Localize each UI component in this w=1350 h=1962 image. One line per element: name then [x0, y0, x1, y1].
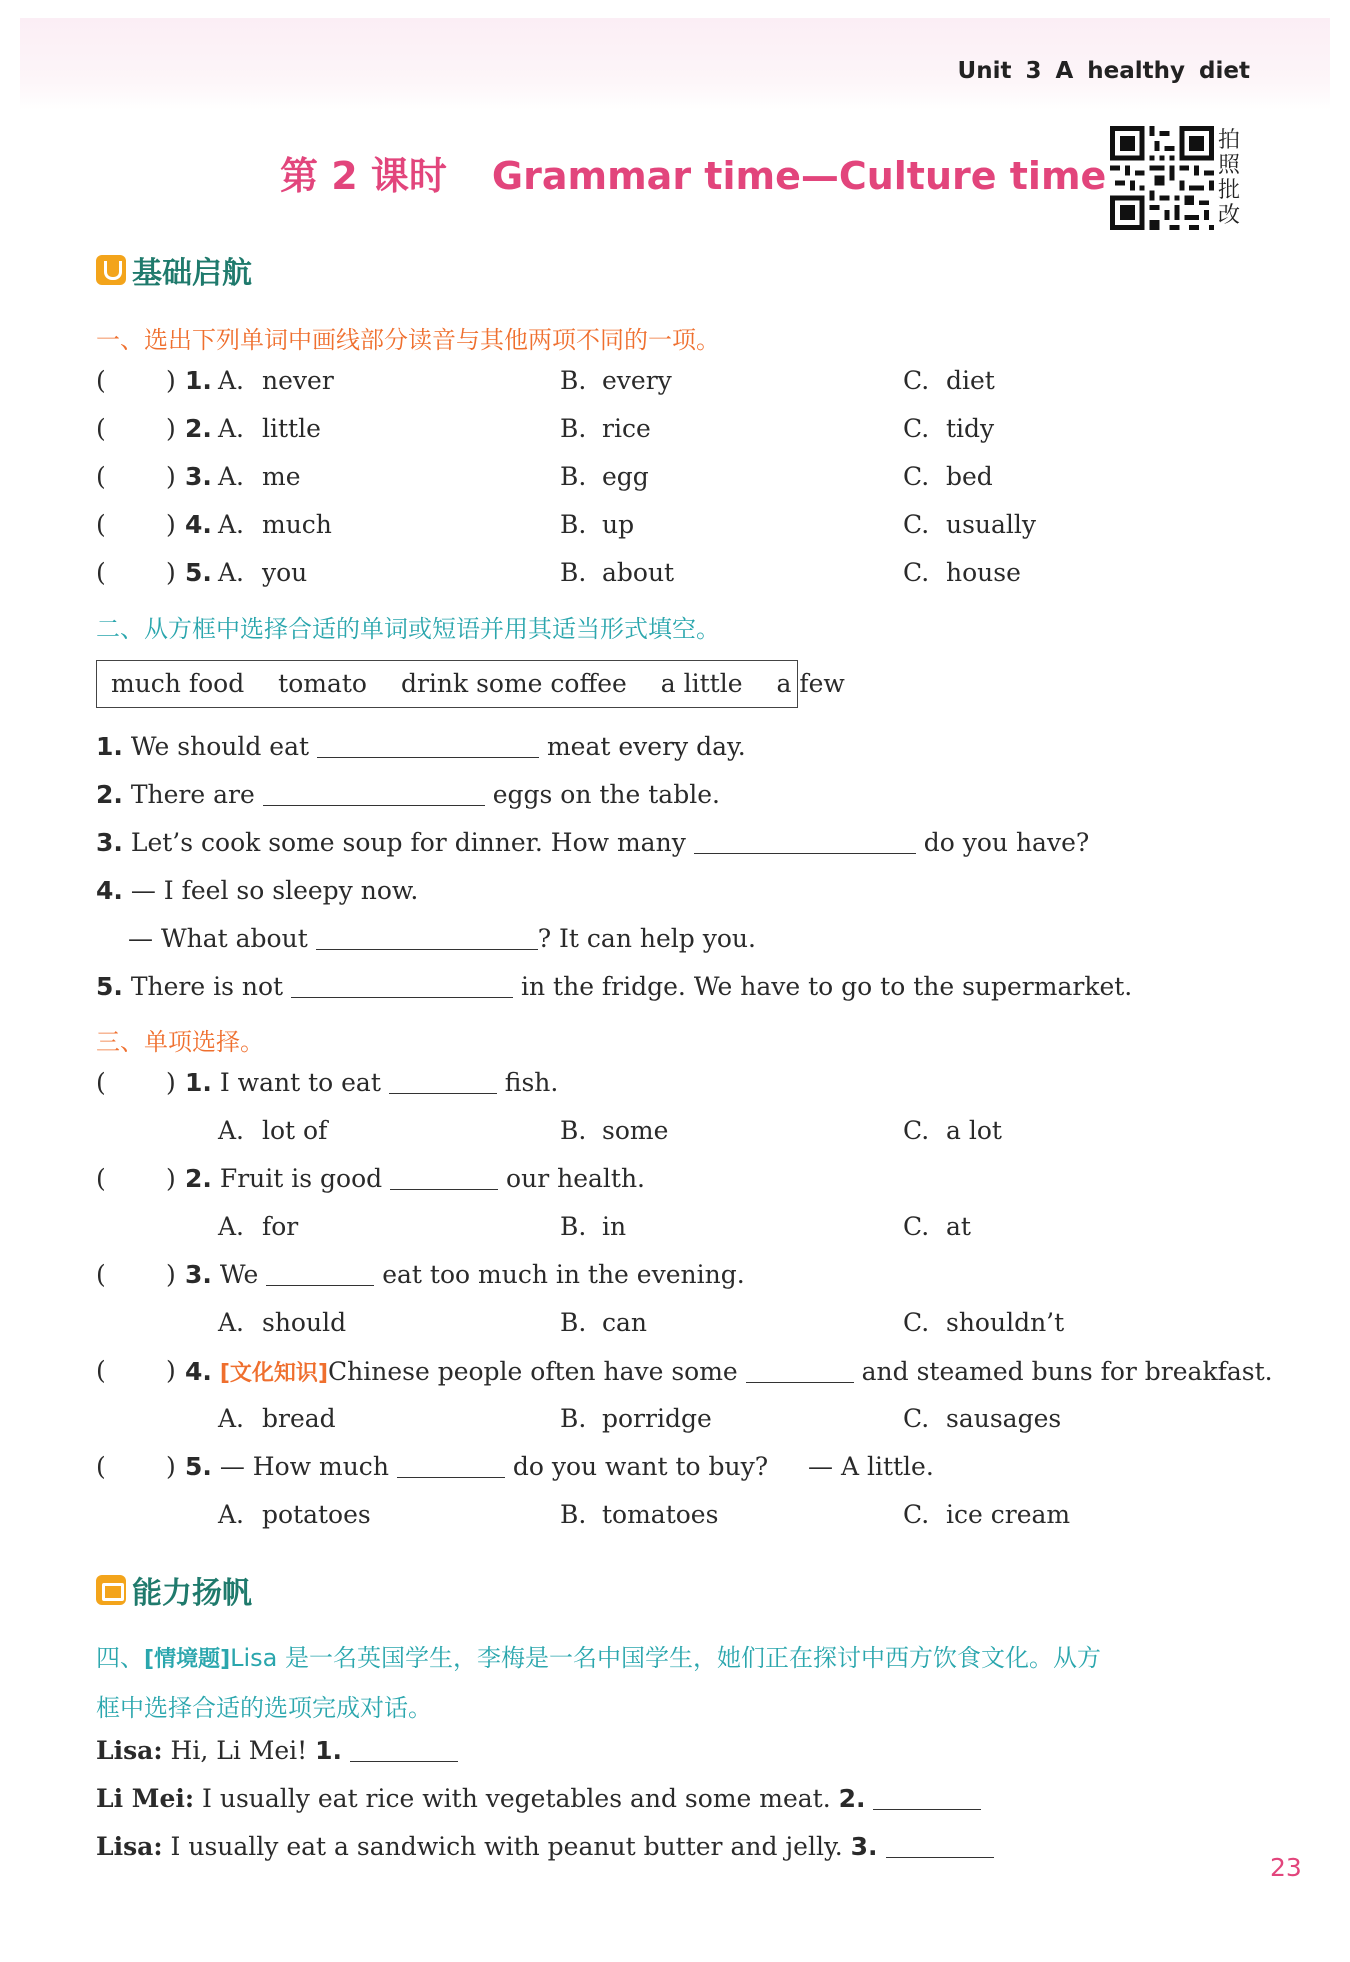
answer-blank[interactable]: [397, 1453, 505, 1478]
page-number: 23: [1270, 1853, 1302, 1882]
dialog-line-1: Lisa: Hi, Li Mei! 1.: [96, 1736, 458, 1765]
answer-blank[interactable]: [746, 1358, 854, 1383]
section-basic: 基础启航: [96, 248, 252, 292]
part4-title-line1: 四、[情境题]Lisa 是一名英国学生，李梅是一名中国学生，她们正在探讨中西方饮食文化。从方: [96, 1644, 1102, 1672]
part4-title-line2: 框中选择合适的选项完成对话。: [96, 1694, 432, 1722]
scenario-tag: 情境题: [154, 1647, 221, 1672]
lesson-title: 第 2 课时 Grammar time—Culture time: [280, 154, 1107, 198]
answer-blank[interactable]: [389, 1069, 497, 1094]
qr-label: 拍照批改: [1218, 128, 1241, 228]
word-option: much food: [111, 669, 245, 698]
word-box: [96, 660, 845, 708]
answer-blank[interactable]: [886, 1833, 994, 1858]
culture-tag: 文化知识: [229, 1361, 318, 1386]
unit-title: Unit 3 A healthy diet: [957, 58, 1250, 84]
sail-icon: [96, 1575, 126, 1605]
answer-blank[interactable]: [350, 1737, 458, 1762]
word-option: drink some coffee: [400, 669, 627, 698]
part2-q4-reply: — What about ? It can help you.: [128, 924, 756, 953]
answer-blank[interactable]: [317, 733, 539, 758]
answer-blank[interactable]: [694, 829, 916, 854]
section-ability: 能力扬帆: [96, 1568, 252, 1612]
answer-blank[interactable]: [266, 1261, 374, 1286]
part1-title: 一、选出下列单词中画线部分读音与其他两项不同的一项。: [96, 326, 720, 354]
answer-blank[interactable]: [291, 973, 513, 998]
part2-q2: 2. There are eggs on the table.: [96, 780, 720, 809]
part2-q4: 4. — I feel so sleepy now.: [96, 876, 419, 905]
part2-q5: 5. There is not in the fridge. We have to go to the supermarket.: [96, 972, 1133, 1001]
answer-blank[interactable]: [390, 1165, 498, 1190]
qr-code-icon[interactable]: [1110, 126, 1214, 230]
part2-q1: 1. We should eat meat every day.: [96, 732, 746, 761]
part3-title: 三、单项选择。: [96, 1028, 264, 1056]
dialog-line-2: Li Mei: I usually eat rice with vegetables and some meat. 2.: [96, 1784, 981, 1813]
answer-blank[interactable]: [316, 925, 538, 950]
dialog-line-3: Lisa: I usually eat a sandwich with peanut butter and jelly. 3.: [96, 1832, 994, 1861]
part2-title: 二、从方框中选择合适的单词或短语并用其适当形式填空。: [96, 615, 720, 643]
anchor-icon: [96, 255, 126, 285]
word-option: tomato: [278, 669, 367, 698]
word-option: a few: [776, 669, 845, 698]
part2-q3: 3. Let’s cook some soup for dinner. How many do you have?: [96, 828, 1090, 857]
answer-blank[interactable]: [263, 781, 485, 806]
word-option: a little: [660, 669, 743, 698]
answer-blank[interactable]: [873, 1785, 981, 1810]
